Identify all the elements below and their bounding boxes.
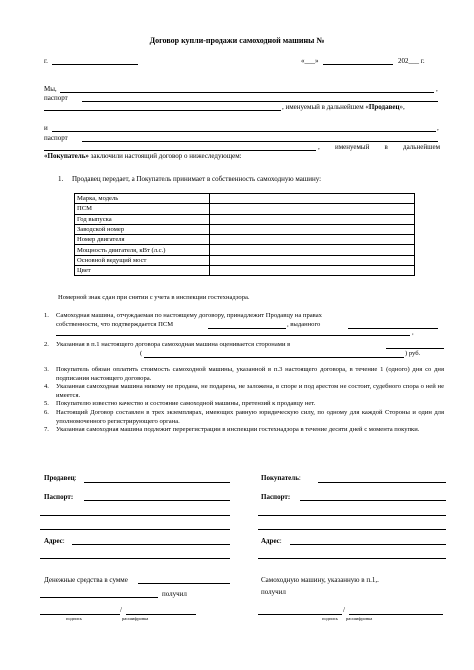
seller-role-text: , именуемый в дальнейшем «Продавец»,	[282, 103, 405, 111]
spec-label: ПСМ	[75, 204, 210, 214]
spec-value-field[interactable]	[210, 255, 415, 265]
buyer-passport-field[interactable]	[82, 141, 438, 142]
buyer-conclusion: «Покупатель» заключили настоящий договор о нижеследующем:	[44, 152, 242, 160]
psm-issuer-field-2[interactable]	[56, 335, 410, 336]
spec-row	[75, 245, 415, 255]
buyer-passport-sign-label: Паспорт:	[261, 493, 291, 501]
and-label: и	[44, 124, 48, 132]
item1-text: Продавец передает, а Покупатель принимает в собственность самоходную машину:	[72, 175, 322, 183]
buyer-passport-field-2[interactable]	[44, 150, 316, 151]
seller-decode-field[interactable]	[126, 614, 196, 615]
spec-label: Заводской номер	[75, 224, 210, 234]
machine-text: Самоходную машину, указанную в п.1,.	[261, 576, 379, 584]
buyer-passport-sign-field-2[interactable]	[258, 515, 446, 516]
seller-sign-name-field[interactable]	[84, 482, 230, 483]
spec-label: Мощность двигателя, кВт (л.с.)	[75, 245, 210, 255]
seller-name-field[interactable]	[60, 92, 434, 93]
buyer-sign-name-field[interactable]	[318, 482, 446, 483]
money-text: Денежные средства в сумме	[44, 576, 128, 584]
buyer-sign-label: Покупатель:	[261, 474, 301, 482]
seller-signature-field[interactable]	[40, 614, 120, 615]
seller-decode-caption: расшифровка	[122, 616, 149, 621]
spec-row	[75, 224, 415, 234]
city-field[interactable]	[52, 64, 138, 65]
spec-value-field[interactable]	[210, 266, 415, 276]
clause-4: 4. Указанная самоходная машина никому не продана, не подарена, не заложена, в споре и под арестом не состоит, судебного спора о ней не имеется.	[44, 383, 444, 399]
clause-1: 1. Самоходная машина, отчуждаемая по настоящему договору, принадлежит Продавцу на правах собственности, что подтверждается ПСМ , выданного ,	[44, 312, 444, 337]
spec-value-field[interactable]	[210, 235, 415, 245]
seller-address-field-2[interactable]	[40, 558, 230, 559]
buyer-address-label: Адрес:	[261, 537, 282, 545]
spec-value-field[interactable]	[210, 214, 415, 224]
contract-page: Договор купли-продажи самоходной машины № г. «___» 202___ г. Мы, , паспорт , именуемый в дальнейшем «Продавец», и , паспорт , именуемый в дальнейшем «Покупатель» заключили настоящий договор о нижеследующем: 1. Продавец передает, а Покупатель принимает в собственность самоходную машину: Марка, модель ПСМ Год выпуска Заводской номер Номер двигателя Мощность двигателя, кВт (л.с.) Основной ведущий мост Цвет Номерной знак сдан при снятии с учета в инспекции гостехнадзора. 1. Самоходная машина, отчуждаемая по настоящему договору, принадлежит Продавцу на правах собственности, что подтверждается ПСМ , выданного , 2. Указанная в п.1 настоящего договора самоходная машина оценивается сторонами в ( ) руб. 3. Покупатель обязан оплатить стоимость самоходной машины, указанной в п.3 настоящего договора, в течение 1 (одного) дня со дня подписания настоящего договора. 4. Указанная самоходная машина никому не продана, не подарена, не заложена, в споре и под арестом не состоит, судебного спора о ней не имеется. 5. Покупателю известно качество и состояние самоходной машины, претензий к продавцу нет. 6. Настоящий Договор составлен в трех экземплярах, имеющих равную юридическую силу, по одному для каждой Стороны и один для уполномоченного регистрирующего органа. 7. Указанная самоходная машина подлежит перерегистрации в инспекции гостехнадзора в течение десяти дней с момента покупки. Продавец: Паспорт: Адрес: Денежные средства в сумме получил / подпись расшифровка Покупатель: Паспорт: Адрес: Самоходную машину, указанную в п.1,. получил / подпись расшифровка	[0, 0, 474, 670]
money-received: получил	[162, 590, 187, 598]
seller-sign-slash: /	[120, 606, 122, 614]
spec-row	[75, 194, 415, 204]
spec-label: Цвет	[75, 266, 210, 276]
buyer-passport-label: паспорт	[44, 134, 68, 142]
spec-row	[75, 266, 415, 276]
price-words-field[interactable]	[144, 357, 404, 358]
spec-row	[75, 214, 415, 224]
seller-address-field[interactable]	[72, 544, 230, 545]
clause-7: 7. Указанная самоходная машина подлежит перерегистрации в инспекции гостехнадзора в течение десяти дней с момента покупки.	[44, 426, 420, 434]
buyer-sign-slash: /	[343, 606, 345, 614]
machine-received: получил	[261, 588, 286, 596]
clause-3: 3. Покупатель обязан оплатить стоимость самоходной машины, указанной в п.3 настоящего договора, в течение 1 (одного) дня со дня подписания настоящего договора.	[44, 366, 444, 382]
spec-row	[75, 235, 415, 245]
seller-passport-sign-label: Паспорт:	[44, 493, 74, 501]
money-amount-field-2[interactable]	[40, 597, 158, 598]
clause-5: 5. Покупателю известно качество и состояние самоходной машины, претензий к продавцу нет.	[44, 400, 316, 408]
page-title: Договор купли-продажи самоходной машины №	[149, 36, 325, 45]
spec-row	[75, 204, 415, 214]
seller-passport-field[interactable]	[82, 101, 438, 102]
clauses-list	[44, 312, 444, 435]
money-amount-field[interactable]	[138, 583, 230, 584]
seller-passport-label: паспорт	[44, 94, 68, 102]
buyer-decode-caption: расшифровка	[346, 616, 373, 621]
buyer-decode-field[interactable]	[349, 614, 443, 615]
clause-6: 6. Настоящий Договор составлен в трех экземплярах, имеющих равную юридическую силу, по одному для каждой Стороны и один для уполномоченного регистрирующего органа.	[44, 408, 444, 425]
buyer-address-field-2[interactable]	[258, 558, 446, 559]
date-day: «___»	[301, 57, 319, 65]
spec-value-field[interactable]	[210, 194, 415, 204]
item1-num: 1.	[58, 175, 64, 183]
seller-sign-caption: подпись	[66, 616, 83, 621]
buyer-role-text: , именуемый в дальнейшем	[318, 143, 440, 151]
buyer-address-field[interactable]	[290, 544, 446, 545]
spec-label: Основной ведущий мост	[75, 255, 210, 265]
buyer-passport-sign-field-3[interactable]	[258, 529, 446, 530]
seller-passport-field-2[interactable]	[44, 110, 281, 111]
seller-passport-sign-field-2[interactable]	[40, 515, 230, 516]
spec-value-field[interactable]	[210, 245, 415, 255]
clause-2: 2. Указанная в п.1 настоящего договора самоходная машина оценивается сторонами в ( ) руб.	[44, 341, 444, 365]
date-month-field[interactable]	[323, 64, 393, 65]
buyer-signature-field[interactable]	[258, 614, 342, 615]
spec-row	[75, 255, 415, 265]
date-year: 202___ г.	[398, 57, 425, 65]
seller-passport-sign-field[interactable]	[84, 500, 230, 501]
buyer-passport-sign-field[interactable]	[300, 500, 446, 501]
seller-passport-sign-field-3[interactable]	[40, 529, 230, 530]
machine-specs-table	[74, 193, 415, 276]
spec-label: Номер двигателя	[75, 235, 210, 245]
spec-value-field[interactable]	[210, 204, 415, 214]
buyer-sign-caption: подпись	[322, 616, 339, 621]
spec-label: Марка, модель	[75, 194, 210, 204]
buyer-name-field[interactable]	[52, 131, 436, 132]
registration-note: Номерной знак сдан при снятии с учета в инспекции гостехнадзора.	[58, 294, 250, 301]
spec-value-field[interactable]	[210, 224, 415, 234]
we-label: Мы,	[44, 85, 57, 93]
seller-sign-label: Продавец:	[44, 474, 77, 482]
spec-label: Год выпуска	[75, 214, 210, 224]
city-prefix: г.	[44, 57, 48, 65]
seller-address-label: Адрес:	[44, 537, 65, 545]
